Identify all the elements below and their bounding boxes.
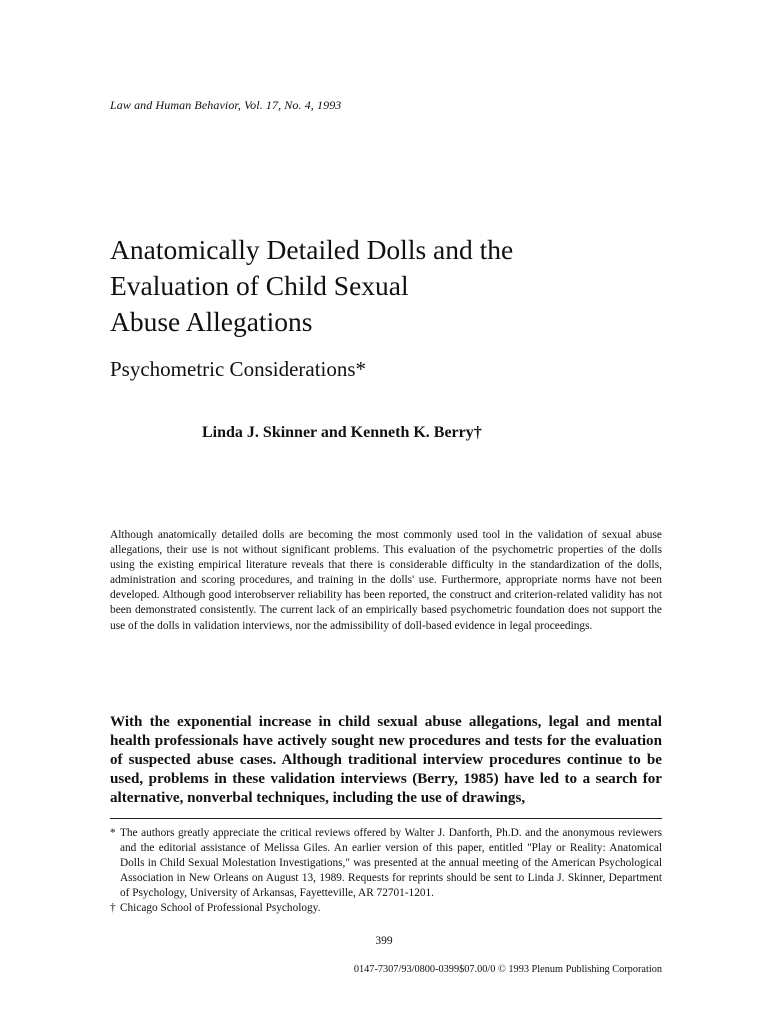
title-line-3: Abuse Allegations — [110, 306, 313, 337]
footnote-divider — [110, 818, 662, 819]
journal-citation: Law and Human Behavior, Vol. 17, No. 4, 1993 — [110, 98, 342, 112]
abstract-text: Although anatomically detailed dolls are becoming the most commonly used tool in the validation of sexual abuse allegations, their use is not without significant problems. This evaluation of the psychometric properties of the dolls using the existing empirical literature reveals that there is considerable difficulty in the standardization of the dolls, administration and scoring procedures, and training in the dolls' use. Furthermore, appropriate norms have not been developed. Although good interobserver reliability has been reported, the construct and criterion-related validity has not been demonstrated consistently. The current lack of an empirically based psychometric foundation does not support the use of the dolls in validation interviews, nor the admissibility of doll-based evidence in legal proceedings. — [110, 529, 662, 632]
copyright-line: 0147-7307/93/0800-0399$07.00/0 © 1993 Plenum Publishing Corporation — [353, 964, 662, 975]
footnote-text: Chicago School of Professional Psychology. — [120, 901, 321, 914]
footnote-1 — [110, 826, 662, 901]
footnote-text: The authors greatly appreciate the critical reviews offered by Walter J. Danforth, Ph.D. and the anonymous reviewers and the editorial assistance of Melissa Giles. An earlier version of this paper, entitled "Play or Reality: Anatomical Dolls in Child Sexual Molestation Investigations," was presented at the annual meeting of the American Psychological Association in New Orleans on August 13, 1989. Requests for reprints should be sent to Linda J. Skinner, Department of Psychology, University of Arkansas, Fayetteville, AR 72701-1201. — [120, 827, 662, 899]
author-line: Linda J. Skinner and Kenneth K. Berry† — [202, 424, 482, 441]
footnotes — [110, 826, 662, 915]
footnote-mark: * — [110, 827, 116, 839]
title-line-1: Anatomically Detailed Dolls and the — [110, 234, 514, 265]
page-number: 399 — [375, 935, 393, 947]
article-subtitle: Psychometric Considerations* — [110, 357, 367, 381]
title-line-2: Evaluation of Child Sexual — [110, 270, 409, 301]
footnote-mark: † — [110, 901, 116, 914]
footnote-2 — [110, 901, 662, 916]
body-paragraph: With the exponential increase in child sexual abuse allegations, legal and mental health professionals have actively sought new procedures and tests for the evaluation of suspected abuse cases. Although traditional interview procedures continue to be used, problems in these validation interviews (Berry, 1985) have led to a search for alternative, nonverbal techniques, including the use of drawings, — [110, 714, 662, 806]
article-title — [110, 232, 670, 340]
